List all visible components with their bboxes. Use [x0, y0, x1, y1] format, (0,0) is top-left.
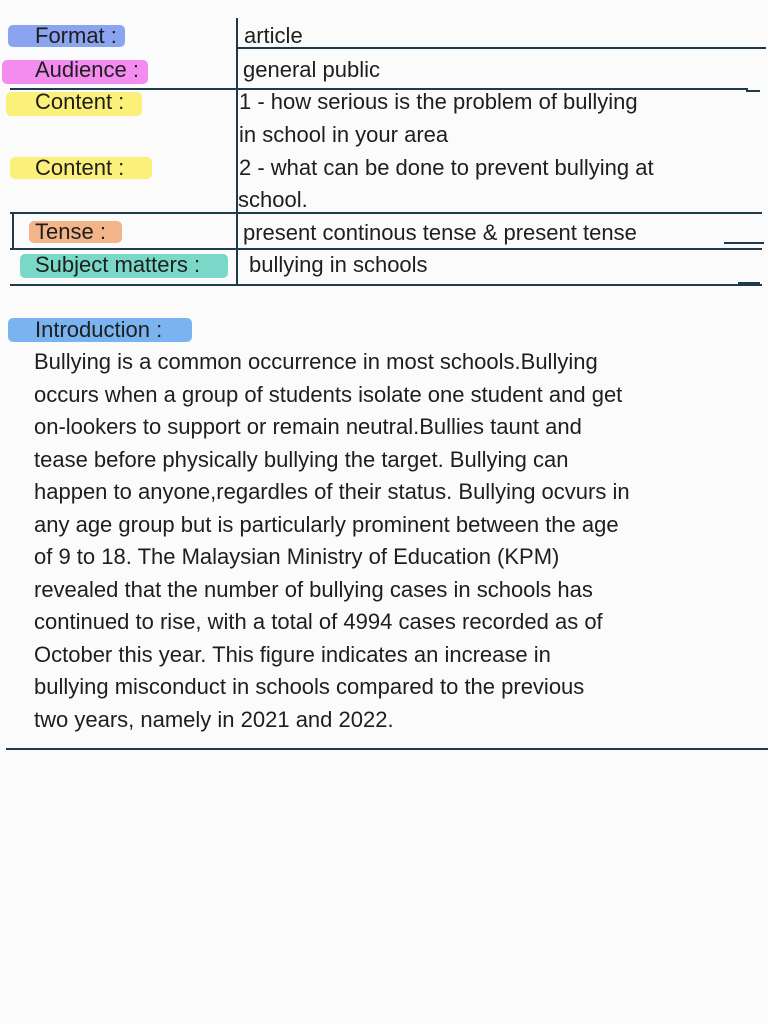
row-label-format: Format : — [35, 23, 117, 48]
paragraph-line: October this year. This figure indicates an increase in — [34, 641, 551, 667]
row-label-content-1: Content : — [35, 89, 125, 114]
row-value-tense: present continous tense & present tense — [243, 220, 637, 245]
paragraph-line: any age group but is particularly prominent between the age — [34, 511, 619, 537]
row-label-subject-matters: Subject matters : — [35, 252, 201, 277]
row-value-subject-matters: bullying in schools — [249, 252, 428, 277]
row-value-content-2-line-1: 2 - what can be done to prevent bullying at — [239, 155, 654, 180]
paragraph-line: of 9 to 18. The Malaysian Ministry of Education (KPM) — [34, 544, 560, 569]
row-label-content-2: Content : — [35, 155, 125, 180]
paragraph-line: Bullying is a common occurrence in most schools.Bullying — [34, 349, 598, 374]
table-column-divider — [236, 18, 238, 286]
row-label-tense: Tense : — [35, 219, 106, 244]
row-value-content-1-line-2: in school in your area — [239, 122, 449, 147]
row-value-audience: general public — [243, 57, 380, 82]
table-rule — [10, 284, 762, 286]
paragraph-line: occurs when a group of students isolate one student and get — [34, 381, 623, 407]
row-value-content-2-line-2: school. — [238, 187, 308, 212]
table-rule-tick — [738, 282, 760, 284]
paragraph-line: happen to anyone,regardles of their status. Bullying ocvurs in — [34, 479, 630, 504]
introduction-paragraph — [34, 346, 734, 736]
table-rule — [10, 248, 762, 250]
row-label-audience: Audience : — [35, 57, 139, 82]
paragraph-line: tease before physically bullying the target. Bullying can — [34, 446, 569, 472]
paragraph-line: bullying misconduct in schools compared to the previous — [34, 674, 585, 699]
paragraph-line: revealed that the number of bullying cases in schools has — [34, 576, 593, 602]
paragraph-line: continued to rise, with a total of 4994 cases recorded as of — [34, 609, 603, 634]
row-value-format: article — [244, 23, 303, 48]
table-rule — [236, 47, 766, 49]
paragraph-line: two years, namely in 2021 and 2022. — [34, 706, 394, 732]
table-rule-tick — [746, 90, 760, 92]
table-left-edge — [12, 212, 14, 248]
section-divider — [6, 748, 768, 750]
paragraph-line: on-lookers to support or remain neutral.Bullies taunt and — [34, 414, 582, 439]
introduction-heading: Introduction : — [35, 317, 163, 342]
table-rule-tick — [724, 242, 764, 244]
row-value-content-1-line-1: 1 - how serious is the problem of bullying — [239, 89, 638, 114]
table-rule — [10, 212, 762, 214]
